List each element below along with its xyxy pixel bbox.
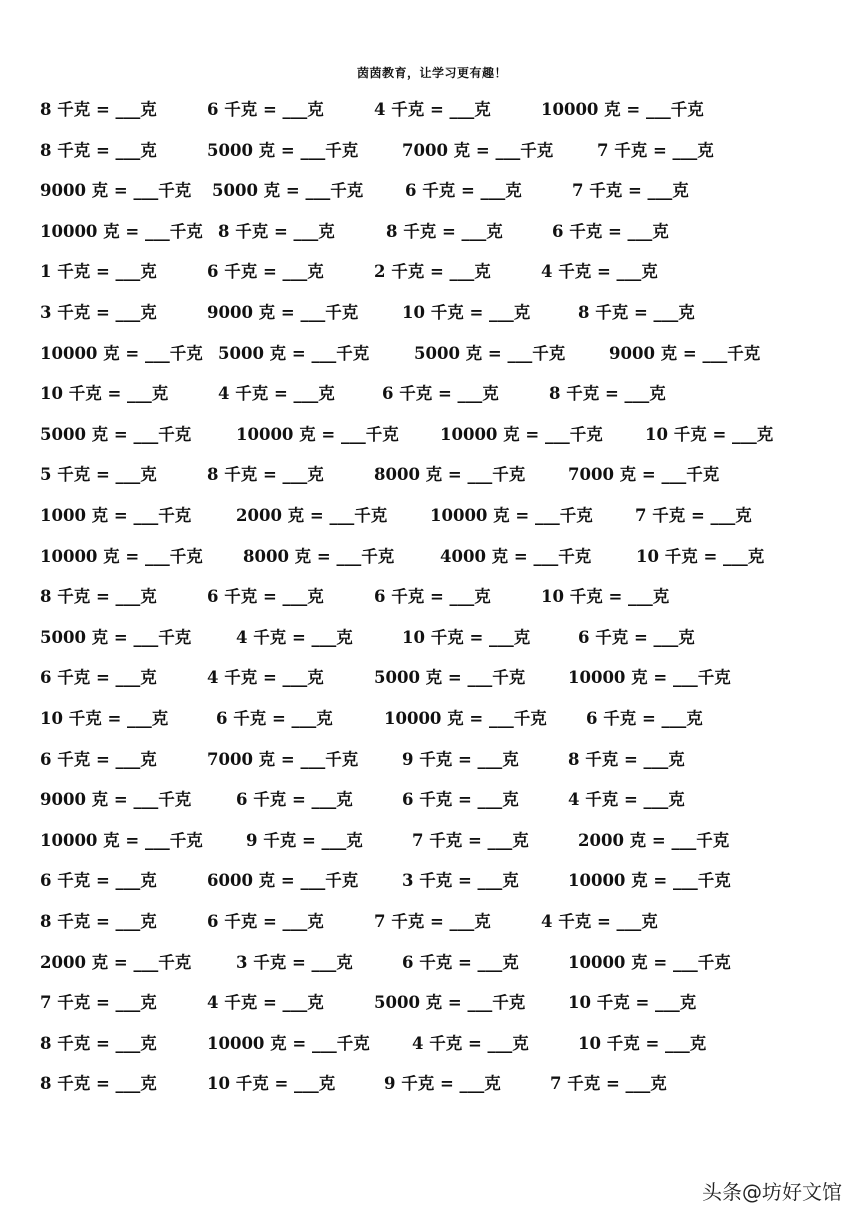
- conversion-problem: 8 千克 = ___克: [40, 1074, 157, 1094]
- problem-row: [0, 664, 864, 692]
- conversion-problem: 7000 克 = ___千克: [402, 140, 554, 160]
- page-header: 茵茵教育，让学习更有趣！: [356, 66, 507, 80]
- conversion-problem: 6 千克 = ___克: [207, 100, 324, 119]
- conversion-problem: 8 千克 = ___克: [40, 100, 157, 119]
- conversion-problem: 4 千克 = ___克: [218, 384, 335, 404]
- conversion-problem: 1 千克 = ___克: [40, 262, 157, 282]
- conversion-problem: 6 千克 = ___克: [207, 912, 324, 931]
- conversion-problem: 10000 克 = ___千克: [40, 343, 203, 363]
- conversion-problem: 10 千克 = ___克: [568, 993, 697, 1013]
- conversion-problem: 7000 克 = ___千克: [207, 749, 359, 769]
- conversion-problem: 8 千克 = ___克: [40, 140, 157, 160]
- problem-row: [0, 258, 864, 286]
- conversion-problem: 9 千克 = ___克: [402, 749, 519, 769]
- conversion-problem: 7000 克 = ___千克: [568, 465, 720, 485]
- conversion-problem: 10 千克 = ___克: [578, 1033, 707, 1053]
- problem-row: [0, 989, 864, 1017]
- conversion-problem: 10000 克 = ___千克: [236, 424, 399, 444]
- conversion-problem: 3 千克 = ___克: [40, 303, 157, 322]
- problem-row: [0, 340, 864, 368]
- conversion-problem: 8 千克 = ___克: [40, 1033, 157, 1053]
- problem-row: [0, 421, 864, 449]
- problem-row: [0, 705, 864, 733]
- problem-row: [0, 949, 864, 977]
- conversion-problem: 10000 克 = ___千克: [541, 100, 704, 119]
- conversion-problem: 7 千克 = ___克: [635, 506, 752, 525]
- conversion-problem: 6 千克 = ___克: [207, 262, 324, 282]
- conversion-problem: 6 千克 = ___克: [405, 181, 522, 201]
- conversion-problem: 4 千克 = ___克: [541, 912, 658, 931]
- conversion-problem: 8 千克 = ___克: [386, 221, 503, 241]
- conversion-problem: 8000 克 = ___千克: [374, 465, 526, 485]
- conversion-problem: 4 千克 = ___克: [207, 668, 324, 688]
- conversion-problem: 6 千克 = ___克: [236, 790, 353, 810]
- conversion-problem: 8 千克 = ___克: [578, 303, 695, 322]
- conversion-problem: 7 千克 = ___克: [550, 1074, 667, 1094]
- conversion-problem: 8 千克 = ___克: [40, 587, 157, 607]
- conversion-problem: 6 千克 = ___克: [40, 871, 157, 891]
- conversion-problem: 4 千克 = ___克: [412, 1033, 529, 1053]
- problem-row: [0, 908, 864, 936]
- problem-row: [0, 583, 864, 611]
- conversion-problem: 9000 克 = ___千克: [40, 790, 192, 810]
- conversion-problem: 2000 克 = ___千克: [236, 506, 388, 525]
- problem-row: [0, 177, 864, 205]
- problem-row: [0, 502, 864, 530]
- conversion-problem: 10 千克 = ___克: [40, 709, 169, 728]
- conversion-problem: 9000 克 = ___千克: [40, 181, 192, 201]
- conversion-problem: 6 千克 = ___克: [402, 952, 519, 972]
- conversion-problem: 4 千克 = ___克: [568, 790, 685, 810]
- conversion-problem: 5000 克 = ___千克: [212, 181, 364, 201]
- conversion-problem: 5000 克 = ___千克: [374, 993, 526, 1013]
- conversion-problem: 10000 克 = ___千克: [384, 709, 547, 728]
- conversion-problem: 8 千克 = ___克: [218, 221, 335, 241]
- problem-row: [0, 827, 864, 855]
- conversion-problem: 10000 克 = ___千克: [568, 871, 731, 891]
- conversion-problem: 5000 克 = ___千克: [40, 627, 192, 647]
- conversion-problem: 10000 克 = ___千克: [40, 546, 203, 566]
- problem-row: [0, 624, 864, 652]
- conversion-problem: 7 千克 = ___克: [597, 140, 714, 160]
- conversion-problem: 1000 克 = ___千克: [40, 506, 192, 525]
- problem-row: [0, 96, 864, 124]
- conversion-problem: 9 千克 = ___克: [246, 830, 363, 850]
- problem-row: [0, 746, 864, 774]
- conversion-problem: 2000 克 = ___千克: [40, 952, 192, 972]
- conversion-problem: 10000 克 = ___千克: [430, 506, 593, 525]
- conversion-problem: 8 千克 = ___克: [207, 465, 324, 485]
- conversion-problem: 6 千克 = ___克: [552, 221, 669, 241]
- problem-row: [0, 461, 864, 489]
- conversion-problem: 10 千克 = ___克: [645, 424, 774, 444]
- problem-row: [0, 299, 864, 327]
- conversion-problem: 10 千克 = ___克: [402, 627, 531, 647]
- conversion-problem: 4000 克 = ___千克: [440, 546, 592, 566]
- conversion-problem: 4 千克 = ___克: [236, 627, 353, 647]
- conversion-problem: 10 千克 = ___克: [402, 303, 531, 322]
- conversion-problem: 10000 克 = ___千克: [440, 424, 603, 444]
- conversion-problem: 6000 克 = ___千克: [207, 871, 359, 891]
- conversion-problem: 8000 克 = ___千克: [243, 546, 395, 566]
- problem-row: [0, 380, 864, 408]
- conversion-problem: 3 千克 = ___克: [402, 871, 519, 891]
- conversion-problem: 10 千克 = ___克: [636, 546, 765, 566]
- conversion-problem: 7 千克 = ___克: [412, 830, 529, 850]
- conversion-problem: 2 千克 = ___克: [374, 262, 491, 282]
- problem-row: [0, 218, 864, 246]
- conversion-problem: 3 千克 = ___克: [236, 952, 353, 972]
- conversion-problem: 6 千克 = ___克: [374, 587, 491, 607]
- conversion-problem: 6 千克 = ___克: [402, 790, 519, 810]
- conversion-problem: 10000 克 = ___千克: [40, 830, 203, 850]
- problem-row: [0, 137, 864, 165]
- conversion-problem: 6 千克 = ___克: [216, 709, 333, 728]
- conversion-problem: 8 千克 = ___克: [549, 384, 666, 404]
- conversion-problem: 10000 克 = ___千克: [568, 668, 731, 688]
- conversion-problem: 6 千克 = ___克: [40, 668, 157, 688]
- conversion-problem: 9 千克 = ___克: [384, 1074, 501, 1094]
- conversion-problem: 7 千克 = ___克: [374, 912, 491, 931]
- conversion-problem: 10 千克 = ___克: [40, 384, 169, 404]
- conversion-problem: 10000 克 = ___千克: [40, 221, 203, 241]
- problem-row: [0, 543, 864, 571]
- watermark: 头条@坊好文馆: [702, 1180, 842, 1204]
- conversion-problem: 6 千克 = ___克: [382, 384, 499, 404]
- conversion-problem: 6 千克 = ___克: [207, 587, 324, 607]
- conversion-problem: 10000 克 = ___千克: [207, 1033, 370, 1053]
- problem-row: [0, 1070, 864, 1098]
- problem-row: [0, 786, 864, 814]
- conversion-problem: 2000 克 = ___千克: [578, 830, 730, 850]
- conversion-problem: 5 千克 = ___克: [40, 465, 157, 485]
- conversion-problem: 5000 克 = ___千克: [207, 140, 359, 160]
- conversion-problem: 6 千克 = ___克: [586, 709, 703, 728]
- conversion-problem: 5000 克 = ___千克: [218, 343, 370, 363]
- conversion-problem: 4 千克 = ___克: [541, 262, 658, 282]
- conversion-problem: 10 千克 = ___克: [207, 1074, 336, 1094]
- conversion-problem: 10000 克 = ___千克: [568, 952, 731, 972]
- problem-row: [0, 1030, 864, 1058]
- conversion-problem: 7 千克 = ___克: [572, 181, 689, 201]
- conversion-problem: 5000 克 = ___千克: [414, 343, 566, 363]
- conversion-problem: 10 千克 = ___克: [541, 587, 670, 607]
- conversion-problem: 5000 克 = ___千克: [40, 424, 192, 444]
- conversion-problem: 4 千克 = ___克: [374, 100, 491, 119]
- conversion-problem: 9000 克 = ___千克: [207, 303, 359, 322]
- conversion-problem: 8 千克 = ___克: [568, 749, 685, 769]
- problem-row: [0, 867, 864, 895]
- conversion-problem: 8 千克 = ___克: [40, 912, 157, 931]
- conversion-problem: 4 千克 = ___克: [207, 993, 324, 1013]
- conversion-problem: 6 千克 = ___克: [578, 627, 695, 647]
- conversion-problem: 9000 克 = ___千克: [609, 343, 761, 363]
- conversion-problem: 6 千克 = ___克: [40, 749, 157, 769]
- conversion-problem: 5000 克 = ___千克: [374, 668, 526, 688]
- conversion-problem: 7 千克 = ___克: [40, 993, 157, 1013]
